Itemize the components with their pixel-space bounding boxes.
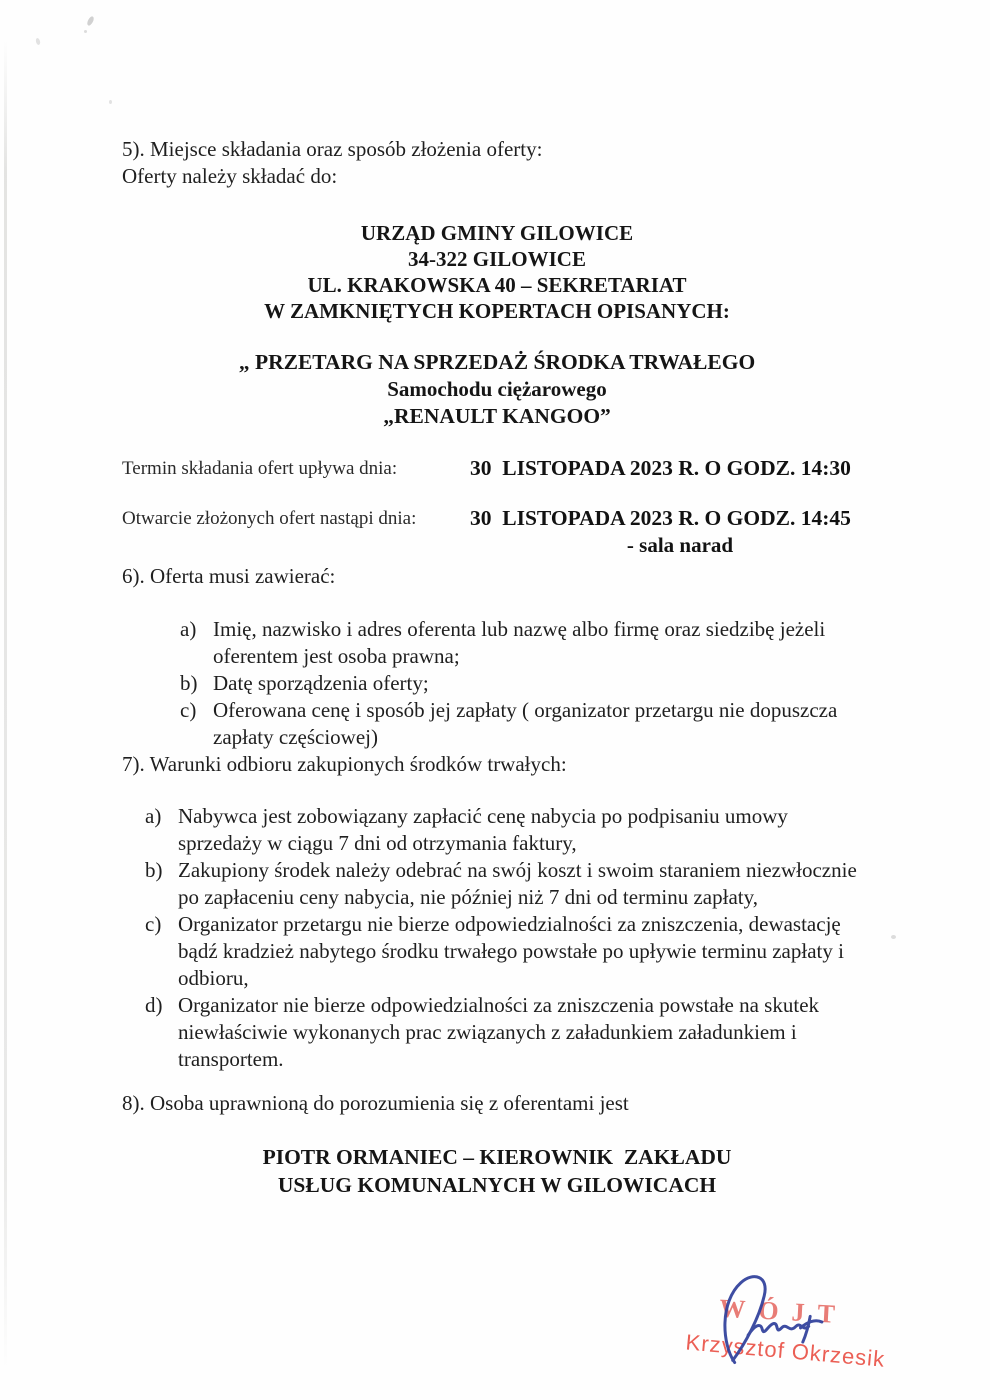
address-line-3: UL. KRAKOWSKA 40 – SEKRETARIAT xyxy=(307,273,687,297)
stamp-title-wojt: WÓJT xyxy=(718,1293,849,1330)
deadline-submission-value: 30 LISTOPADA 2023 R. O GODZ. 14:30 xyxy=(470,456,851,480)
section-8-heading: 8). Osoba uprawnioną do porozumienia się z oferentami jest xyxy=(122,1091,629,1115)
list-item xyxy=(145,857,863,911)
contact-line-1: PIOTR ORMANIEC – KIEROWNIK ZAKŁADU xyxy=(262,1145,732,1169)
list-item-marker: a) xyxy=(145,804,162,828)
list-item-marker: a) xyxy=(180,617,197,641)
list-item xyxy=(145,992,863,1073)
address-line-4: W ZAMKNIĘTYCH KOPERTACH OPISANYCH: xyxy=(264,299,730,323)
mayor-stamp xyxy=(675,1278,890,1399)
list-item-text: Organizator przetargu nie bierze odpowiedzialności za zniszczenia, dewastację bądź kradzież nabytego środku trwałego powstałe po upływie terminu zapłaty i odbioru, xyxy=(178,912,844,990)
list-item-marker: c) xyxy=(180,698,197,722)
list-item-marker: c) xyxy=(145,912,162,936)
deadline-opening-label: Otwarcie złożonych ofert nastąpi dnia: xyxy=(122,508,417,529)
tender-title-line-3: „RENAULT KANGOO” xyxy=(383,404,611,428)
list-item-text: Oferowana cenę i sposób jej zapłaty ( organizator przetargu nie dopuszcza zapłaty częściowej) xyxy=(213,698,838,749)
list-item xyxy=(180,697,880,751)
deadline-opening-row xyxy=(122,505,872,559)
list-item xyxy=(145,803,863,857)
section-7-list xyxy=(145,803,863,1073)
address-block xyxy=(122,220,872,324)
section-7-heading: 7). Warunki odbioru zakupionych środków trwałych: xyxy=(122,752,567,776)
contact-person-block xyxy=(122,1143,872,1199)
section-6-list xyxy=(180,616,880,751)
list-item-marker: d) xyxy=(145,993,163,1017)
address-line-2: 34-322 GILOWICE xyxy=(408,247,586,271)
deadline-opening-value: 30 LISTOPADA 2023 R. O GODZ. 14:45 xyxy=(470,506,851,530)
list-item-text: Datę sporządzenia oferty; xyxy=(213,671,429,695)
list-item xyxy=(180,670,880,697)
deadline-submission-label: Termin składania ofert upływa dnia: xyxy=(122,458,398,479)
contact-line-2: USŁUG KOMUNALNYCH W GILOWICACH xyxy=(277,1173,717,1197)
list-item-text: Imię, nazwisko i adres oferenta lub nazwę albo firmę oraz siedzibę jeżeli oferentem jest osoba prawna; xyxy=(213,617,826,668)
section-5-heading: 5). Miejsce składania oraz sposób złożenia oferty: xyxy=(122,137,543,161)
list-item xyxy=(180,616,880,670)
address-line-1: URZĄD GMINY GILOWICE xyxy=(360,221,634,245)
list-item-marker: b) xyxy=(180,671,198,695)
list-item xyxy=(145,911,863,992)
deadline-submission-row xyxy=(122,455,872,482)
section-6-heading: 6). Oferta musi zawierać: xyxy=(122,564,336,588)
list-item-text: Organizator nie bierze odpowiedzialności za zniszczenia powstałe na skutek niewłaściwie wykonanych prac związanych z załadunkiem załadunkiem i transportem. xyxy=(178,993,820,1071)
signature-ink xyxy=(694,1267,869,1376)
section-5-subheading: Oferty należy składać do: xyxy=(122,164,338,188)
deadline-opening-note: - sala narad xyxy=(626,533,734,557)
list-item-text: Zakupiony środek należy odebrać na swój koszt i swoim staraniem niezwłocznie po zapłaceniu ceny nabycia, nie później niż 7 dni od terminu zapłaty, xyxy=(178,858,857,909)
tender-title-block xyxy=(122,349,872,430)
tender-title-line-2: Samochodu ciężarowego xyxy=(387,377,607,401)
stamp-name-text: Krzysztof Okrzesik xyxy=(684,1329,887,1372)
list-item-marker: b) xyxy=(145,858,163,882)
tender-title-line-1: „ PRZETARG NA SPRZEDAŻ ŚRODKA TRWAŁEGO xyxy=(238,350,756,374)
list-item-text: Nabywca jest zobowiązany zapłacić cenę nabycia po podpisaniu umowy sprzedaży w ciągu 7 dni od otrzymania faktury, xyxy=(178,804,788,855)
